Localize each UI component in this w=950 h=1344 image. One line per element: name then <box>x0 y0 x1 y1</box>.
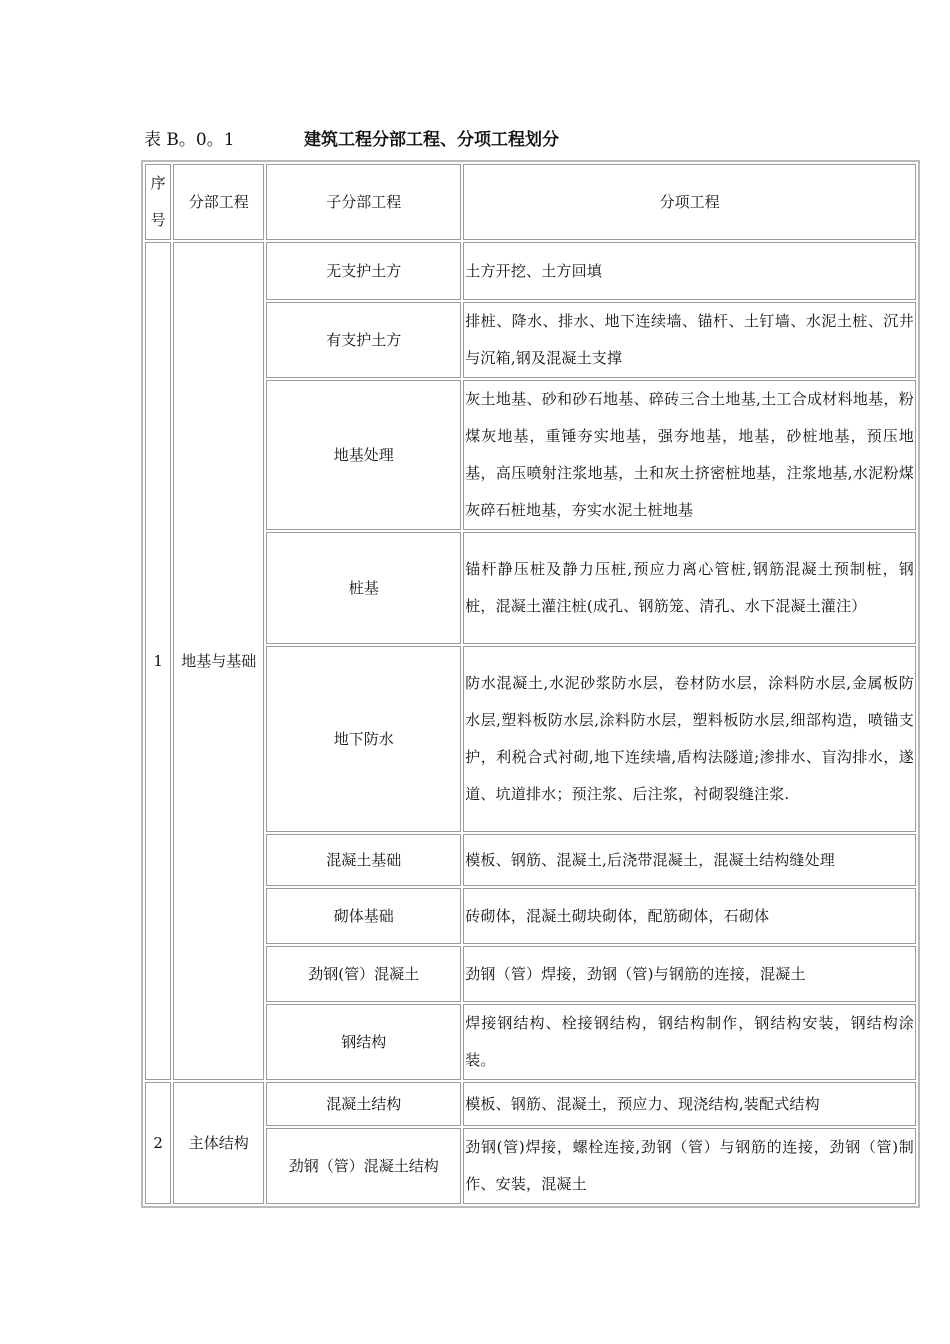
items-cell: 排桩、降水、排水、地下连续墙、锚杆、土钉墙、水泥土桩、沉井与沉箱,钢及混凝土支撑 <box>463 302 916 378</box>
table-number: 表 B。0。1 <box>144 130 235 150</box>
group1-seq: 1 <box>145 242 171 1080</box>
group1-division: 地基与基础 <box>173 242 264 1080</box>
group2-seq: 2 <box>145 1082 171 1204</box>
items-cell: 土方开挖、土方回填 <box>463 242 916 300</box>
header-items: 分项工程 <box>463 164 916 240</box>
division-table-wrapper <box>141 160 920 1208</box>
items-cell: 劲钢（管）焊接，劲钢（管)与钢筋的连接，混凝土 <box>463 946 916 1002</box>
subdivision-cell: 地下防水 <box>266 646 461 832</box>
items-cell: 砖砌体，混凝土砌块砌体，配筋砌体，石砌体 <box>463 888 916 944</box>
subdivision-cell: 有支护土方 <box>266 302 461 378</box>
subdivision-cell: 钢结构 <box>266 1004 461 1080</box>
items-cell: 模板、钢筋、混凝土,后浇带混凝土，混凝土结构缝处理 <box>463 834 916 886</box>
subdivision-cell: 劲钢（管）混凝土结构 <box>266 1128 461 1204</box>
subdivision-cell: 砌体基础 <box>266 888 461 944</box>
division-table <box>141 160 920 1208</box>
header-subdivision: 子分部工程 <box>266 164 461 240</box>
subdivision-cell: 桩基 <box>266 532 461 644</box>
items-cell: 劲钢(管)焊接，螺栓连接,劲钢（管）与钢筋的连接，劲钢（管)制作、安装，混凝土 <box>463 1128 916 1204</box>
table-title: 建筑工程分部工程、分项工程划分 <box>304 130 559 150</box>
header-seq: 序 号 <box>145 164 171 240</box>
subdivision-cell: 无支护土方 <box>266 242 461 300</box>
items-cell: 灰土地基、砂和砂石地基、碎砖三合土地基,土工合成材料地基，粉煤灰地基，重锤夯实地基，强夯地基，地基，砂桩地基，预压地基，高压喷射注浆地基，土和灰土挤密桩地基，注浆地基,水泥粉煤灰碎石桩地基，夯实水泥土桩地基 <box>463 380 916 530</box>
items-cell: 模板、钢筋、混凝土，预应力、现浇结构,装配式结构 <box>463 1082 916 1126</box>
items-cell: 锚杆静压桩及静力压桩,预应力离心管桩,钢筋混凝土预制桩，钢桩，混凝土灌注桩(成孔、钢筋笼、清孔、水下混凝土灌注） <box>463 532 916 644</box>
subdivision-cell: 地基处理 <box>266 380 461 530</box>
group2-division: 主体结构 <box>173 1082 264 1204</box>
subdivision-cell: 劲钢(管）混凝土 <box>266 946 461 1002</box>
table-header-row <box>145 164 916 240</box>
items-cell: 防水混凝土,水泥砂浆防水层，卷材防水层，涂料防水层,金属板防水层,塑料板防水层,涂料防水层，塑料板防水层,细部构造，喷锚支护，利税合式衬砌,地下连续墙,盾构法隧道;渗排水、盲沟排水，遂道、坑道排水；预注浆、后注浆，衬砌裂缝注浆. <box>463 646 916 832</box>
header-division: 分部工程 <box>173 164 264 240</box>
table-row <box>145 1082 916 1126</box>
items-cell: 焊接钢结构、栓接钢结构，钢结构制作，钢结构安装，钢结构涂装。 <box>463 1004 916 1080</box>
subdivision-cell: 混凝土基础 <box>266 834 461 886</box>
subdivision-cell: 混凝土结构 <box>266 1082 461 1126</box>
table-row <box>145 242 916 300</box>
table-caption <box>144 125 559 150</box>
